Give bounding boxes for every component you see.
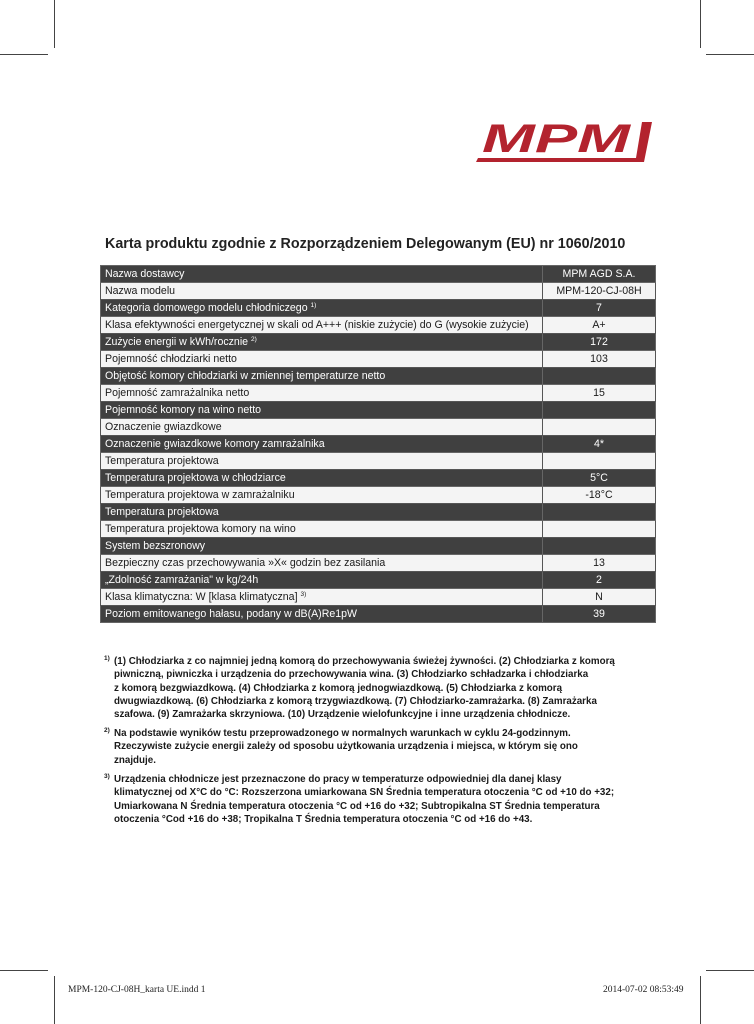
table-row [101,606,656,623]
row-label: Oznaczenie gwiazdkowe komory zamrażalnika [105,438,325,450]
row-value: 2 [543,572,656,589]
mpm-logo [476,118,658,168]
row-label: Bezpieczny czas przechowywania »X« godzin bez zasilania [105,557,386,569]
row-value [543,521,656,538]
row-label: Pojemność chłodziarki netto [105,353,237,365]
table-row [101,589,656,606]
row-label: „Zdolność zamrażania" w kg/24h [105,574,259,586]
row-label-cell [101,402,543,419]
row-value: 15 [543,385,656,402]
table-row [101,470,656,487]
row-label: Temperatura projektowa w chłodziarce [105,472,286,484]
row-label: Temperatura projektowa [105,506,219,518]
footnote [104,727,654,767]
row-label-cell [101,487,543,504]
footnote-line: piwniczną, piwniczka i urządzenia do przechowywania wina. (3) Chłodziarko schładzarka i chłodziarka [114,669,589,681]
row-value: 4* [543,436,656,453]
table-row [101,504,656,521]
table-row [101,436,656,453]
row-value: A+ [543,317,656,334]
logo-text: MPM [482,118,633,161]
row-value: 103 [543,351,656,368]
row-label-cell [101,504,543,521]
footnote-line: dwugwiazdkową. (6) Chłodziarka z komorą trzygwiazdkową. (7) Chłodziarko-zamrażarka. (8) Zamrażarka [114,695,597,707]
table-row [101,368,656,385]
footnote-line: Na podstawie wyników testu przeprowadzonego w normalnych warunkach w cyklu 24-godzinnym. [114,728,571,739]
row-label-cell [101,436,543,453]
row-value [543,368,656,385]
row-value: 39 [543,606,656,623]
row-label-cell [101,589,543,606]
row-label-cell [101,555,543,572]
row-label: System bezszronowy [105,540,206,552]
table-row [101,521,656,538]
row-label: Kategoria domowego modelu chłodniczego [105,302,308,314]
row-label-cell [101,453,543,470]
row-label: Objętość komory chłodziarki w zmiennej temperaturze netto [105,370,386,382]
row-label: Temperatura projektowa w zamrażalniku [105,489,295,501]
row-value [543,419,656,436]
footer-timestamp: 2014-07-02 08:53:49 [603,985,684,995]
row-label-cell [101,351,543,368]
table-row [101,266,656,283]
row-label: Nazwa modelu [105,285,176,297]
row-label: Klasa klimatyczna: W [klasa klimatyczna] [105,591,298,603]
crop-mark [706,54,754,55]
footnote [104,773,654,826]
row-label-cell [101,283,543,300]
table-row [101,487,656,504]
table-row [101,283,656,300]
table-row [101,538,656,555]
crop-mark [0,970,48,971]
crop-mark [54,0,55,48]
row-value: 5°C [543,470,656,487]
table-row [101,334,656,351]
row-label: Temperatura projektowa komory na wino [105,523,296,535]
footnote-line: Rzeczywiste zużycie energii zależy od sposobu użytkowania urządzenia i miejsca, w którym się ono [114,741,578,753]
table-row [101,385,656,402]
crop-mark [0,54,48,55]
row-label-cell [101,300,543,317]
footnote-line: z komorą bezgwiazdkową. (4) Chłodziarka z komorą jednogwiazdkową. (5) Chłodziarka z komorą [114,682,563,694]
table-row [101,555,656,572]
row-label-cell [101,606,543,623]
footnote-line: szafowa. (9) Zamrażarka skrzyniowa. (10) Urządzenie wielofunkcyjne i inne urządzenia chłodnicze. [114,709,571,721]
table-row [101,453,656,470]
row-label: Pojemność zamrażalnika netto [105,387,250,399]
crop-mark [54,976,55,1024]
row-label: Oznaczenie gwiazdkowe [105,421,222,433]
footnote-number: 1) [104,655,110,662]
row-value: N [543,589,656,606]
row-value: 7 [543,300,656,317]
footnote-number: 2) [104,727,110,734]
table-row [101,300,656,317]
row-label-cell [101,419,543,436]
row-value: 172 [543,334,656,351]
row-label: Klasa efektywności energetycznej w skali od A+++ (niskie zużycie) do G (wysokie zużycie) [105,319,529,331]
footnote-line: klimatycznej od X°C do °C: Rozszerzona umiarkowana SN Średnia temperatura otoczenia °C od +10 do +32; [114,787,615,799]
row-label: Poziom emitowanego hałasu, podany w dB(A)Re1pW [105,608,358,620]
row-label-cell [101,385,543,402]
row-label: Zużycie energii w kWh/rocznie [105,336,249,348]
row-label-cell [101,572,543,589]
footnote-ref: 3) [300,591,307,598]
row-label: Temperatura projektowa [105,455,219,467]
row-label-cell [101,368,543,385]
row-value: MPM AGD S.A. [543,266,656,283]
row-label-cell [101,521,543,538]
footnote-line: Urządzenia chłodnicze jest przeznaczone do pracy w temperaturze odpowiedniej dla danej klasy [114,774,562,785]
row-label-cell [101,317,543,334]
row-value: MPM-120-CJ-08H [543,283,656,300]
product-spec-table [100,265,656,623]
footnote [104,655,654,721]
row-label-cell [101,266,543,283]
row-label-cell [101,470,543,487]
footnote-line: Umiarkowana N Średnia temperatura otoczenia °C od +16 do +32; Subtropikalna ST Średnia temperatura [114,800,600,812]
row-value [543,538,656,555]
row-label-cell [101,538,543,555]
table-row [101,572,656,589]
row-value [543,504,656,521]
row-value: 13 [543,555,656,572]
crop-mark [700,976,701,1024]
row-value: -18°C [543,487,656,504]
table-row [101,317,656,334]
row-label: Nazwa dostawcy [105,268,185,280]
table-row [101,402,656,419]
row-value [543,402,656,419]
row-value [543,453,656,470]
document-title: Karta produktu zgodnie z Rozporządzeniem Delegowanym (EU) nr 1060/2010 [105,236,626,252]
table-row [101,351,656,368]
footnote-line: otoczenia °Cod +16 do +38; Tropikalna T Średnia temperatura otoczenia °C od +16 do +43. [114,813,533,825]
row-label: Pojemność komory na wino netto [105,404,262,416]
footnote-line: znajduje. [114,754,156,766]
footnote-number: 3) [104,773,110,780]
footnote-ref: 1) [310,302,317,309]
crop-mark [700,0,701,48]
footnote-ref: 2) [251,336,257,343]
table-row [101,419,656,436]
footnote-line: (1) Chłodziarka z co najmniej jedną komorą do przechowywania świeżej żywności. (2) Chłodziarka z komorą [114,656,615,667]
footer-file: MPM-120-CJ-08H_karta UE.indd 1 [68,985,206,995]
crop-mark [706,970,754,971]
row-label-cell [101,334,543,351]
